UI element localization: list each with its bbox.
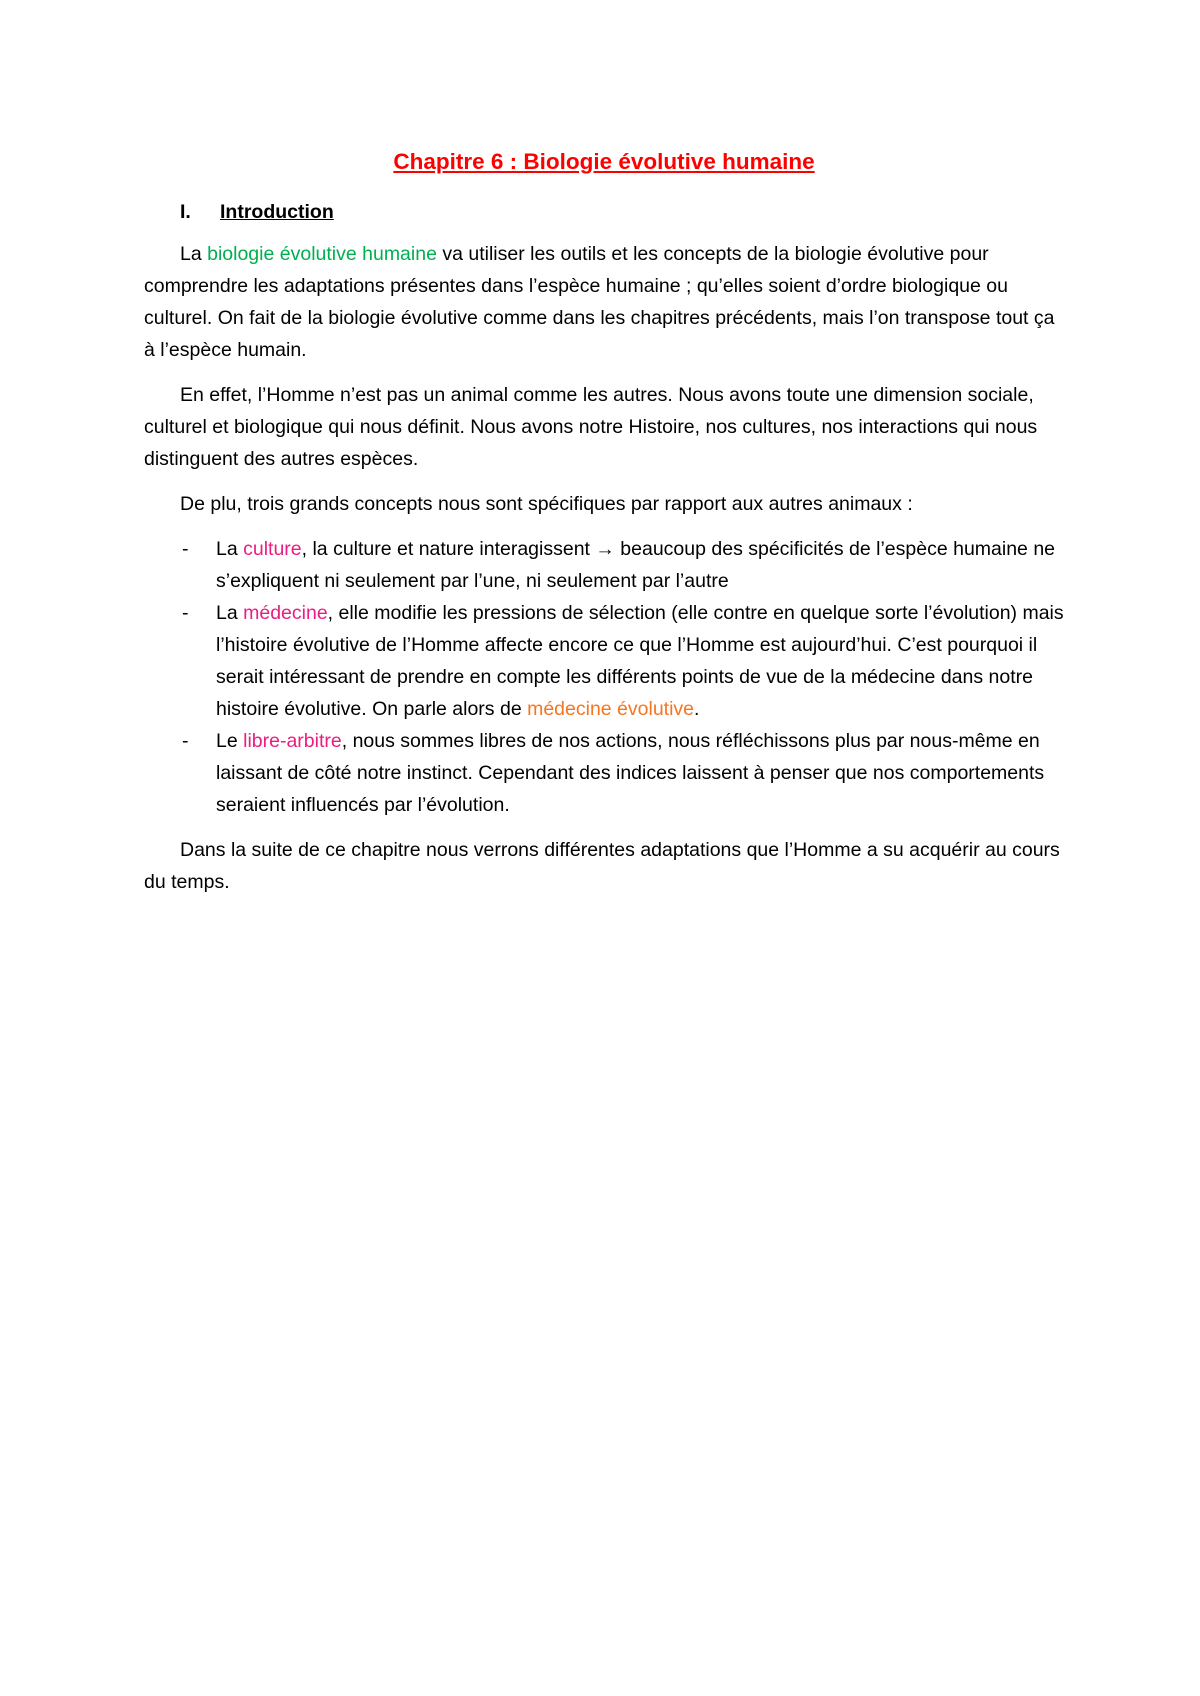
term-medecine: médecine (243, 602, 328, 624)
concepts-list (144, 533, 1064, 821)
list-item-prefix: Le (216, 730, 244, 752)
section-label: Introduction (220, 201, 334, 223)
paragraph-conclusion: Dans la suite de ce chapitre nous verrons différentes adaptations que l’Homme a su acquérir au cours du temps. (144, 839, 1060, 893)
paragraph-intro-text: va utiliser les outils et les concepts de la biologie évolutive pour comprendre les adaptations présentes dans l’espèce humaine ; qu’elles soient d’ordre biologique ou culturel. On fait de la biologie évolutive comme dans les chapitres précédents, mais l’on transpose tout ça à l’espèce humain. (144, 243, 1055, 361)
list-dash: - (182, 538, 189, 560)
term-culture: culture (243, 538, 302, 560)
list-item-text: , nous sommes libres de nos actions, nous réfléchissons plus par nous-même en laissant de côté notre instinct. Cependant des indices laissent à penser que nos comportements seraient influencés par l’évolution. (216, 730, 1045, 816)
chapter-title: Chapitre 6 : Biologie évolutive humaine (393, 149, 815, 174)
section-number: I. (180, 201, 191, 223)
list-dash: - (182, 730, 189, 752)
paragraph-intro-prefix: La (180, 243, 208, 265)
list-item-text: , la culture et nature interagissent → beaucoup des spécificités de l’espèce humaine ne s’expliquent ni seulement par l’une, ni seulement par l’autre (216, 538, 1056, 592)
term-libre-arbitre: libre-arbitre (243, 730, 342, 752)
document-content (144, 146, 1064, 911)
paragraph-homme: En effet, l’Homme n’est pas un animal comme les autres. Nous avons toute une dimension sociale, culturel et biologique qui nous définit. Nous avons notre Histoire, nos cultures, nos interactions qui nous distinguent des autres espèces. (144, 384, 1038, 470)
term-biologie-evolutive-humaine: biologie évolutive humaine (207, 243, 437, 265)
section-heading (144, 196, 1064, 228)
paragraph-concepts: De plu, trois grands concepts nous sont spécifiques par rapport aux autres animaux : (180, 493, 913, 515)
paragraph-intro (144, 238, 1064, 366)
list-item-text: , elle modifie les pressions de sélection (elle contre en quelque sorte l’évolution) mais l’histoire évolutive de l’Homme affecte encore ce que l’Homme est aujourd’hui. C’est pourquoi il serait intéressant de prendre en compte les différents points de vue de la médecine dans notre histoire évolutive. On parle alors de (216, 602, 1064, 720)
list-item-libre-arbitre (144, 725, 1064, 821)
term-medecine-evolutive: médecine évolutive (527, 698, 695, 720)
list-item-prefix: La (216, 538, 244, 560)
list-item-medecine (144, 597, 1064, 725)
list-item-prefix: La (216, 602, 244, 624)
list-item-culture (144, 533, 1064, 597)
list-item-end: . (694, 698, 700, 720)
list-dash: - (182, 602, 189, 624)
